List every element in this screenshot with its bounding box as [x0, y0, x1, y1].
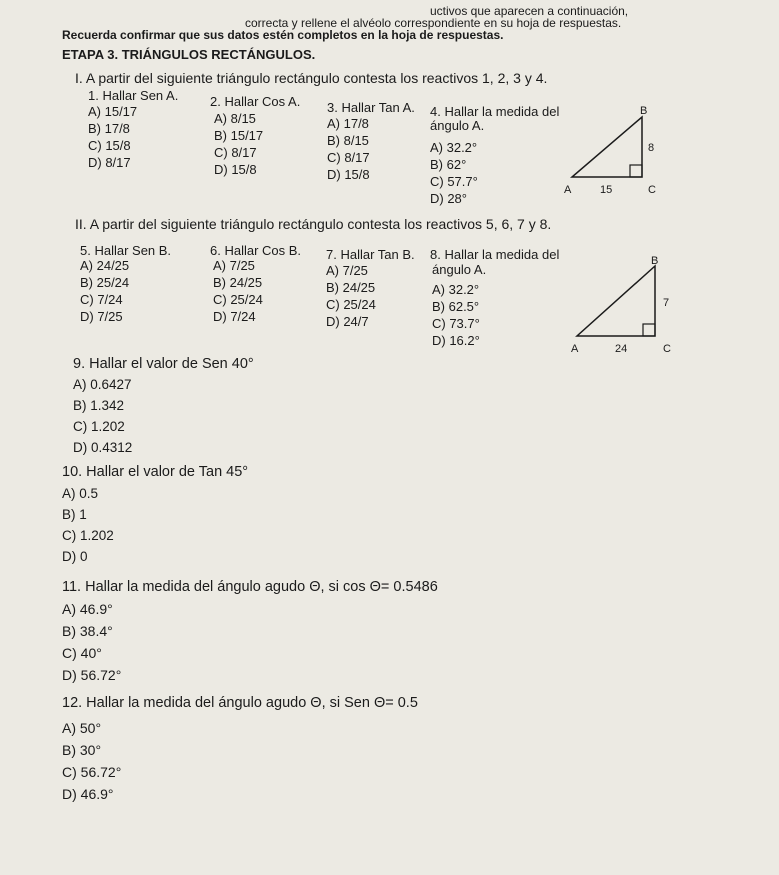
option-8b[interactable]: B) 62.5°: [432, 299, 480, 314]
option-10c[interactable]: C) 1.202: [62, 528, 114, 543]
option-1d[interactable]: D) 8/17: [88, 155, 131, 170]
option-7c[interactable]: C) 25/24: [326, 297, 376, 312]
question-10: 10. Hallar el valor de Tan 45°: [62, 464, 249, 480]
question-11-options: [62, 598, 121, 686]
question-7: 7. Hallar Tan B.: [326, 247, 415, 262]
option-11d[interactable]: D) 56.72°: [62, 667, 122, 683]
question-5: 5. Hallar Sen B.: [80, 243, 172, 258]
option-11a[interactable]: A) 46.9°: [62, 601, 113, 617]
triangle-2-vertex-b: B: [651, 255, 659, 267]
option-9d[interactable]: D) 0.4312: [73, 440, 133, 455]
option-10b[interactable]: B) 1: [62, 507, 87, 522]
question-7-options: [326, 262, 376, 330]
option-4d[interactable]: D) 28°: [430, 191, 467, 206]
option-12c[interactable]: C) 56.72°: [62, 764, 122, 780]
question-1: 1. Hallar Sen A.: [88, 88, 179, 103]
option-7b[interactable]: B) 24/25: [326, 280, 376, 295]
triangle-2-vertex-a: A: [571, 343, 579, 355]
option-8c[interactable]: C) 73.7°: [432, 316, 480, 331]
triangle-1-vertex-b: B: [640, 105, 648, 117]
triangle-2-side-ac: 24: [615, 343, 628, 355]
option-2c[interactable]: C) 8/17: [214, 145, 257, 160]
option-10d[interactable]: D) 0: [62, 549, 88, 564]
header-line-2: correcta y rellene el alvéolo correspondiente en su hoja de respuestas.: [245, 16, 622, 30]
question-2: 2. Hallar Cos A.: [210, 94, 301, 109]
triangle-1-vertex-c: C: [648, 184, 656, 196]
option-8d[interactable]: D) 16.2°: [432, 333, 480, 348]
option-2b[interactable]: B) 15/17: [214, 128, 264, 143]
triangle-2-side-bc: 7: [663, 297, 670, 309]
triangle-1-shape: [572, 117, 642, 177]
option-7d[interactable]: D) 24/7: [326, 314, 369, 329]
option-5b[interactable]: B) 25/24: [80, 275, 130, 290]
question-4-options: [430, 139, 478, 207]
option-9a[interactable]: A) 0.6427: [73, 377, 132, 392]
triangle-2-diagram: [563, 252, 678, 362]
question-4: 4. Hallar la medida del: [430, 104, 560, 119]
question-8: 8. Hallar la medida del: [430, 247, 560, 262]
section1-intro: I. A partir del siguiente triángulo rectángulo contesta los reactivos 1, 2, 3 y 4.: [75, 70, 548, 86]
option-1c[interactable]: C) 15/8: [88, 138, 131, 153]
option-6a[interactable]: A) 7/25: [213, 258, 255, 273]
option-3b[interactable]: B) 8/15: [327, 133, 369, 148]
question-10-options: [62, 483, 114, 567]
question-8-line2: ángulo A.: [432, 262, 487, 277]
stage-title: ETAPA 3. TRIÁNGULOS RECTÁNGULOS.: [62, 47, 316, 62]
header-line-1: uctivos que aparecen a continuación,: [430, 4, 629, 18]
header-line-3: Recuerda confirmar que sus datos estén completos en la hoja de respuestas.: [62, 28, 504, 42]
question-6: 6. Hallar Cos B.: [210, 243, 302, 258]
question-12: 12. Hallar la medida del ángulo agudo Θ, si Sen Θ= 0.5: [62, 695, 418, 711]
question-8-options: [432, 281, 480, 349]
option-6b[interactable]: B) 24/25: [213, 275, 263, 290]
question-3-options: [327, 115, 370, 183]
question-4-line2: ángulo A.: [430, 118, 485, 133]
question-2-options: [214, 110, 263, 178]
option-4c[interactable]: C) 57.7°: [430, 174, 478, 189]
option-7a[interactable]: A) 7/25: [326, 263, 368, 278]
triangle-1-diagram: [560, 105, 670, 205]
option-12d[interactable]: D) 46.9°: [62, 786, 114, 802]
option-1b[interactable]: B) 17/8: [88, 121, 130, 136]
section2-intro: II. A partir del siguiente triángulo rectángulo contesta los reactivos 5, 6, 7 y 8.: [75, 216, 552, 232]
option-5a[interactable]: A) 24/25: [80, 258, 130, 273]
option-2a[interactable]: A) 8/15: [214, 111, 256, 126]
option-4a[interactable]: A) 32.2°: [430, 140, 478, 155]
question-1-options: [88, 103, 137, 171]
option-2d[interactable]: D) 15/8: [214, 162, 257, 177]
option-11b[interactable]: B) 38.4°: [62, 623, 113, 639]
option-3c[interactable]: C) 8/17: [327, 150, 370, 165]
option-10a[interactable]: A) 0.5: [62, 486, 99, 501]
question-11: 11. Hallar la medida del ángulo agudo Θ, si cos Θ= 0.5486: [62, 579, 438, 595]
question-12-options: [62, 717, 121, 805]
option-12b[interactable]: B) 30°: [62, 742, 102, 758]
option-6c[interactable]: C) 25/24: [213, 292, 263, 307]
option-3d[interactable]: D) 15/8: [327, 167, 370, 182]
option-3a[interactable]: A) 17/8: [327, 116, 369, 131]
question-9: 9. Hallar el valor de Sen 40°: [73, 356, 254, 372]
option-9b[interactable]: B) 1.342: [73, 398, 125, 413]
option-8a[interactable]: A) 32.2°: [432, 282, 480, 297]
option-4b[interactable]: B) 62°: [430, 157, 467, 172]
triangle-1-vertex-a: A: [564, 184, 572, 196]
triangle-2-vertex-c: C: [663, 343, 671, 355]
triangle-1-side-bc: 8: [648, 142, 655, 154]
question-5-options: [80, 257, 129, 325]
option-9c[interactable]: C) 1.202: [73, 419, 125, 434]
option-5d[interactable]: D) 7/25: [80, 309, 123, 324]
question-3: 3. Hallar Tan A.: [327, 100, 415, 115]
option-1a[interactable]: A) 15/17: [88, 104, 138, 119]
option-6d[interactable]: D) 7/24: [213, 309, 256, 324]
option-5c[interactable]: C) 7/24: [80, 292, 123, 307]
question-9-options: [73, 374, 132, 458]
triangle-2-right-angle-mark: [643, 324, 655, 336]
triangle-1-side-ac: 15: [600, 184, 613, 196]
triangle-1-right-angle-mark: [630, 165, 642, 177]
option-12a[interactable]: A) 50°: [62, 720, 102, 736]
option-11c[interactable]: C) 40°: [62, 645, 102, 661]
question-6-options: [213, 257, 263, 325]
